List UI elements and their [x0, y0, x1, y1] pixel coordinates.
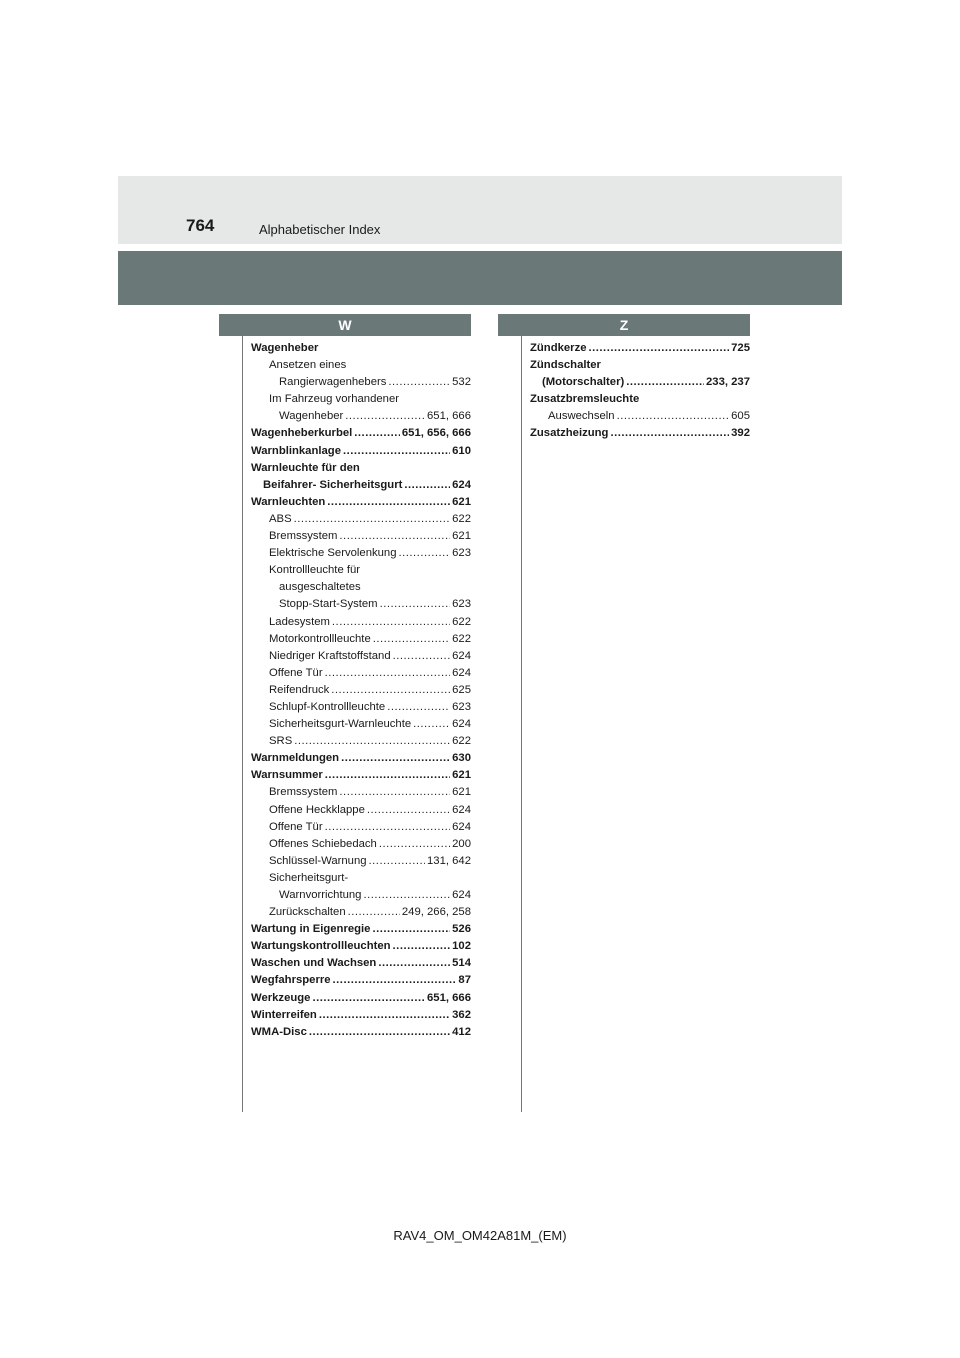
dot-leader: [333, 972, 457, 989]
dot-leader: [413, 716, 450, 733]
index-term: Schlüssel-Warnung: [269, 854, 367, 867]
index-term: Bremssystem: [269, 786, 338, 799]
index-entry: [251, 477, 471, 494]
index-term: Zusatzbremsleuchte: [530, 393, 640, 406]
page-reference: 131, 642: [427, 854, 471, 867]
page-reference: 532: [452, 376, 471, 389]
dot-leader: [294, 733, 450, 750]
index-term: Ansetzen eines: [269, 359, 347, 372]
index-term: (Motorschalter): [542, 376, 625, 389]
index-entry: [251, 357, 471, 374]
page-reference: 249, 266, 258: [401, 906, 471, 919]
index-entry: [251, 870, 471, 887]
dot-leader: [343, 443, 450, 460]
dot-leader: [610, 425, 729, 442]
index-term: Warnblinkanlage: [251, 444, 341, 457]
index-term: Offene Tür: [269, 666, 323, 679]
dot-leader: [380, 596, 451, 613]
dot-leader: [373, 631, 450, 648]
page-reference: 362: [452, 1008, 471, 1021]
dot-leader: [327, 494, 450, 511]
page-reference: 623: [452, 700, 471, 713]
index-entry: [251, 614, 471, 631]
index-term: Wartungskontrollleuchten: [251, 940, 391, 953]
index-term: Winterreifen: [251, 1008, 317, 1021]
index-entry: [251, 665, 471, 682]
page-reference: 233, 237: [706, 376, 750, 389]
index-entry: [251, 836, 471, 853]
index-entry: [251, 494, 471, 511]
index-term: Reifendruck: [269, 683, 330, 696]
dot-leader: [339, 784, 450, 801]
dot-leader: [339, 528, 450, 545]
index-entry: [251, 904, 471, 921]
dot-leader: [369, 853, 425, 870]
index-entry: [251, 443, 471, 460]
index-column-w: [251, 340, 471, 1041]
index-entry: [251, 887, 471, 904]
index-entry: [251, 819, 471, 836]
page-number: 764: [186, 216, 215, 235]
dot-leader: [378, 955, 450, 972]
index-term: SRS: [269, 735, 293, 748]
index-term: Sicherheitsgurt-: [269, 871, 349, 884]
dot-leader: [617, 408, 730, 425]
index-term: Auswechseln: [548, 410, 615, 423]
dot-leader: [589, 340, 730, 357]
index-entry: [251, 511, 471, 528]
index-term: Wegfahrsperre: [251, 974, 331, 987]
index-entry: [251, 802, 471, 819]
index-term: Warnleuchte für den: [251, 461, 360, 474]
header-accent-band: [118, 251, 842, 305]
page-reference: 624: [452, 803, 471, 816]
dot-leader: [393, 938, 451, 955]
index-term: Stopp-Start-System: [279, 598, 378, 611]
dot-leader: [332, 614, 450, 631]
page-reference: 625: [452, 683, 471, 696]
index-term: Elektrische Servolenkung: [269, 547, 397, 560]
index-entry: [251, 955, 471, 972]
index-entry: [251, 972, 471, 989]
dot-leader: [319, 1007, 450, 1024]
index-term: Warnleuchten: [251, 495, 326, 508]
page-reference: 622: [452, 632, 471, 645]
page-reference: 624: [452, 649, 471, 662]
index-term: Wagenheber: [279, 410, 344, 423]
letter-heading-w: W: [219, 314, 471, 336]
index-term: Zurückschalten: [269, 906, 346, 919]
page-reference: 392: [731, 427, 750, 440]
page-reference: 514: [452, 957, 471, 970]
index-term: ausgeschaltetes: [279, 581, 361, 594]
page-reference: 621: [452, 530, 471, 543]
dot-leader: [387, 699, 450, 716]
column-rule-right: [521, 336, 522, 1112]
index-term: Wartung in Eigenregie: [251, 923, 371, 936]
page-reference: 623: [452, 547, 471, 560]
index-entry: [251, 784, 471, 801]
index-term: Wagenheber: [251, 342, 319, 354]
index-term: Ladesystem: [269, 615, 330, 628]
page-reference: 605: [731, 410, 750, 423]
page-reference: 624: [452, 820, 471, 833]
index-term: Offene Heckklappe: [269, 803, 365, 816]
index-term: Rangierwagenhebers: [279, 376, 387, 389]
dot-leader: [325, 767, 450, 784]
section-title: Alphabetischer Index: [259, 222, 381, 237]
index-entry: [251, 990, 471, 1007]
index-term: Niedriger Kraftstoffstand: [269, 649, 391, 662]
page-reference: 725: [731, 342, 750, 354]
dot-leader: [404, 477, 450, 494]
index-entry: [251, 528, 471, 545]
index-entry: [251, 562, 471, 579]
page-reference: 610: [452, 444, 471, 457]
index-term: WMA-Disc: [251, 1025, 307, 1038]
index-entry: [251, 579, 471, 596]
index-term: Warnvorrichtung: [279, 889, 362, 901]
dot-leader: [379, 836, 450, 853]
page-reference: 624: [452, 666, 471, 679]
dot-leader: [354, 425, 400, 442]
index-term: Offene Tür: [269, 820, 323, 833]
index-term: Zündkerze: [530, 342, 587, 354]
page-reference: 651, 666: [427, 991, 471, 1004]
index-term: Schlupf-Kontrollleuchte: [269, 700, 386, 713]
index-entry: [530, 374, 750, 391]
index-entry: [251, 921, 471, 938]
dot-leader: [345, 408, 425, 425]
page-reference: 651, 656, 666: [401, 427, 471, 440]
index-entry: [251, 682, 471, 699]
index-term: Wagenheberkurbel: [251, 427, 353, 440]
dot-leader: [398, 545, 450, 562]
index-entry: [251, 699, 471, 716]
page-reference: 624: [452, 889, 471, 901]
index-entry: [251, 938, 471, 955]
page-reference: 412: [452, 1025, 471, 1038]
dot-leader: [325, 819, 451, 836]
page-reference: 621: [452, 495, 471, 508]
dot-leader: [312, 990, 425, 1007]
index-entry: [251, 767, 471, 784]
index-term: Bremssystem: [269, 530, 338, 543]
index-entry: [251, 648, 471, 665]
dot-leader: [294, 511, 451, 528]
page-reference: 87: [458, 974, 471, 987]
dot-leader: [388, 374, 450, 391]
page-reference: 624: [452, 478, 471, 491]
dot-leader: [309, 1024, 450, 1041]
index-entry: [530, 408, 750, 425]
dot-leader: [626, 374, 704, 391]
index-entry: [251, 853, 471, 870]
page-reference: 622: [452, 615, 471, 628]
index-entry: [251, 391, 471, 408]
index-column-z: [530, 340, 750, 443]
dot-leader: [348, 904, 400, 921]
header-band: [118, 176, 842, 244]
letter-heading-z: Z: [498, 314, 750, 336]
index-entry: [251, 631, 471, 648]
index-entry: [251, 425, 471, 442]
index-entry: [251, 1024, 471, 1041]
index-entry: [251, 1007, 471, 1024]
dot-leader: [363, 887, 450, 904]
index-entry: [251, 750, 471, 767]
page-reference: 630: [452, 752, 471, 765]
index-entry: [530, 357, 750, 374]
index-term: Warnmeldungen: [251, 752, 340, 765]
page-reference: 622: [452, 512, 471, 525]
dot-leader: [367, 802, 450, 819]
index-entry: [251, 340, 471, 357]
index-entry: [530, 425, 750, 442]
page-reference: 526: [452, 923, 471, 936]
index-entry: [251, 460, 471, 477]
page-reference: 200: [452, 837, 471, 850]
dot-leader: [372, 921, 450, 938]
index-entry: [251, 408, 471, 425]
dot-leader: [393, 648, 451, 665]
model-code: RAV4_OM_OM42A81M_(EM): [393, 1228, 567, 1243]
index-entry: [251, 716, 471, 733]
column-rule-left: [242, 336, 243, 1112]
index-entry: [251, 545, 471, 562]
index-entry: [530, 340, 750, 357]
index-term: Sicherheitsgurt-Warnleuchte: [269, 718, 412, 731]
index-entry: [251, 596, 471, 613]
index-term: Zündschalter: [530, 359, 601, 372]
index-term: Werkzeuge: [251, 991, 311, 1004]
page-reference: 623: [452, 598, 471, 611]
index-term: Warnsummer: [251, 769, 323, 782]
page-reference: 102: [452, 940, 471, 953]
page-reference: 621: [452, 786, 471, 799]
dot-leader: [341, 750, 450, 767]
index-entry: [530, 391, 750, 408]
index-term: Offenes Schiebedach: [269, 837, 377, 850]
dot-leader: [331, 682, 450, 699]
index-term: Zusatzheizung: [530, 427, 609, 440]
index-term: ABS: [269, 512, 292, 525]
index-term: Waschen und Wachsen: [251, 957, 377, 970]
page-reference: 651, 666: [427, 410, 471, 423]
index-term: Im Fahrzeug vorhandener: [269, 393, 399, 406]
index-term: Kontrollleuchte für: [269, 564, 361, 577]
page-reference: 621: [452, 769, 471, 782]
page-reference: 622: [452, 735, 471, 748]
page-reference: 624: [452, 718, 471, 731]
index-entry: [251, 733, 471, 750]
dot-leader: [325, 665, 451, 682]
index-term: Motorkontrollleuchte: [269, 632, 371, 645]
index-term: Beifahrer- Sicherheitsgurt: [263, 478, 403, 491]
index-entry: [251, 374, 471, 391]
